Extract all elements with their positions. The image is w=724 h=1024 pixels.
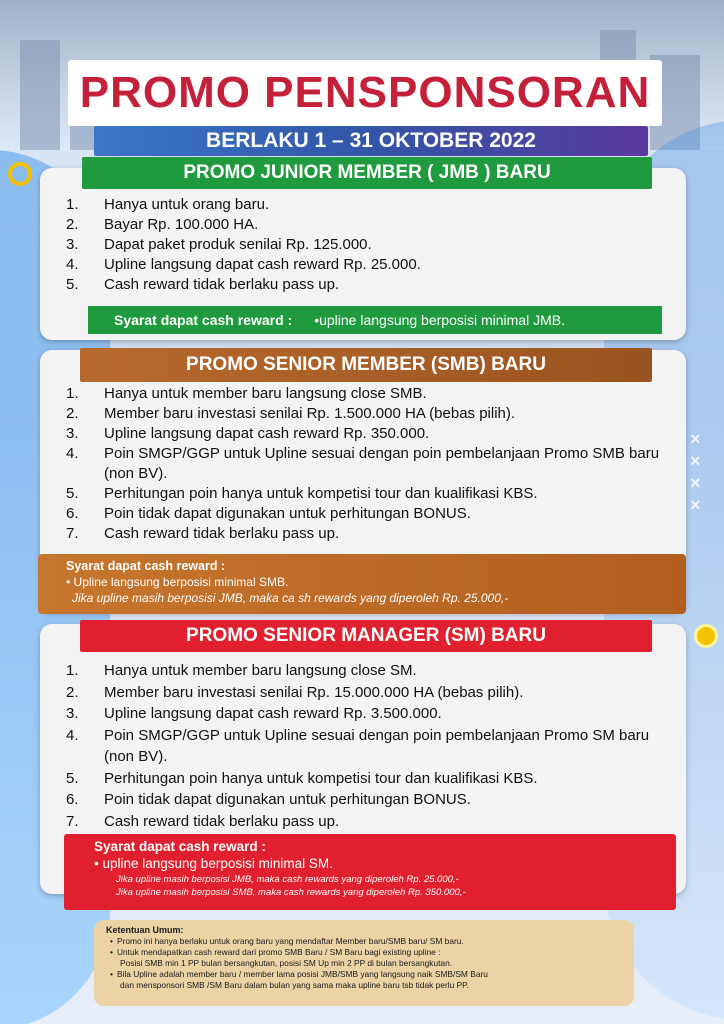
cross-marks-decoration: × × × × (690, 429, 701, 515)
smb-requirement-label: Syarat dapat cash reward : (66, 559, 226, 573)
period-banner (94, 126, 648, 156)
yellow-ring-decoration (8, 162, 32, 186)
list-item: 5. Perhitungan poin hanya untuk kompetisi tour dan kualifikasi KBS. (66, 769, 538, 787)
list-item: 3. Upline langsung dapat cash reward Rp. 350.000. (66, 425, 430, 442)
list-item: 1. Hanya untuk member baru langsung close SMB. (66, 385, 427, 402)
list-item: 2. Bayar Rp. 100.000 HA. (66, 216, 259, 233)
general-terms-title: Ketentuan Umum: (106, 925, 184, 935)
smb-requirement-note: Jika upline masih berposisi JMB, maka ca sh rewards yang diperoleh Rp. 25.000,- (72, 591, 509, 605)
list-item: • Bila Upline adalah member baru / member lama posisi JMB/SMB yang langsung naik SMB/SM Baru (110, 969, 634, 980)
list-item: 3. Dapat paket produk senilai Rp. 125.000. (66, 236, 372, 253)
list-item: 4. Poin SMGP/GGP untuk Upline sesuai dengan poin pembelanjaan Promo SMB baru (non BV). (66, 445, 660, 482)
yellow-dot-decoration (694, 624, 718, 648)
list-item: 4. Poin SMGP/GGP untuk Upline sesuai dengan poin pembelanjaan Promo SM baru (non BV). (66, 726, 650, 765)
list-item: 1. Hanya untuk orang baru. (66, 196, 270, 213)
list-item: 3. Upline langsung dapat cash reward Rp. 3.500.000. (66, 705, 442, 722)
sm-header: PROMO SENIOR MANAGER (SM) BARU (80, 620, 652, 652)
list-item-continuation: Posisi SMB min 1 PP bulan bersangkutan, posisi SM Up min 2 PP di bulan bersangkutan. (120, 958, 453, 968)
general-terms-list (106, 936, 634, 991)
period-text: BERLAKU 1 – 31 OKTOBER 2022 (206, 129, 536, 152)
list-item: 5. Cash reward tidak berlaku pass up. (66, 276, 340, 293)
list-item: 1. Hanya untuk member baru langsung close SM. (66, 662, 417, 679)
sm-requirement-point: • upline langsung berposisi minimal SM. (94, 856, 333, 871)
title-banner (68, 60, 662, 126)
sm-requirement-note-smb: Jika upline masih berposisi SMB, maka cash rewards yang diperoleh Rp. 350.000,- (116, 887, 466, 898)
list-item: 7. Cash reward tidak berlaku pass up. (66, 812, 340, 830)
list-item-continuation: dan mensponsori SMB /SM Baru dalam bulan yang sama maka upline baru tsb tidak perlu PP. (120, 980, 469, 990)
list-item: 5. Perhitungan poin hanya untuk kompetisi tour dan kualifikasi KBS. (66, 485, 538, 502)
smb-list (66, 384, 666, 544)
sm-requirement (64, 834, 676, 910)
list-item: 6. Poin tidak dapat digunakan untuk perhitungan BONUS. (66, 791, 471, 808)
list-item: 2. Member baru investasi senilai Rp. 15.000.000 HA (bebas pilih). (66, 683, 524, 701)
general-terms-box (94, 920, 634, 1006)
list-item: 6. Poin tidak dapat digunakan untuk perhitungan BONUS. (66, 505, 471, 522)
list-item: • Promo ini hanya berlaku untuk orang baru yang mendaftar Member baru/SMB baru/ SM baru. (110, 936, 634, 947)
jmb-header: PROMO JUNIOR MEMBER ( JMB ) BARU (82, 157, 652, 189)
list-item: 7. Cash reward tidak berlaku pass up. (66, 525, 340, 542)
jmb-list (66, 195, 646, 295)
list-item: 4. Upline langsung dapat cash reward Rp. 25.000. (66, 256, 421, 273)
list-item: 2. Member baru investasi senilai Rp. 1.500.000 HA (bebas pilih). (66, 405, 516, 422)
smb-requirement-point: • Upline langsung berposisi minimal SMB. (66, 575, 289, 589)
jmb-requirement-text: •upline langsung berposisi minimal JMB. (314, 312, 565, 328)
smb-header: PROMO SENIOR MEMBER (SMB) BARU (80, 348, 652, 382)
sm-list (66, 660, 666, 832)
page-title: PROMO PENSPONSORAN (79, 68, 651, 117)
sm-requirement-label: Syarat dapat cash reward : (94, 839, 266, 854)
list-item: • Untuk mendapatkan cash reward dari promo SMB Baru / SM Baru bagi existing upline : (110, 947, 634, 958)
sm-requirement-note-jmb: Jika upline masih berposisi JMB, maka cash rewards yang diperoleh Rp. 25.000,- (116, 874, 459, 885)
jmb-requirement-label: Syarat dapat cash reward : (114, 312, 293, 328)
jmb-requirement (88, 306, 662, 334)
smb-requirement (38, 554, 686, 614)
